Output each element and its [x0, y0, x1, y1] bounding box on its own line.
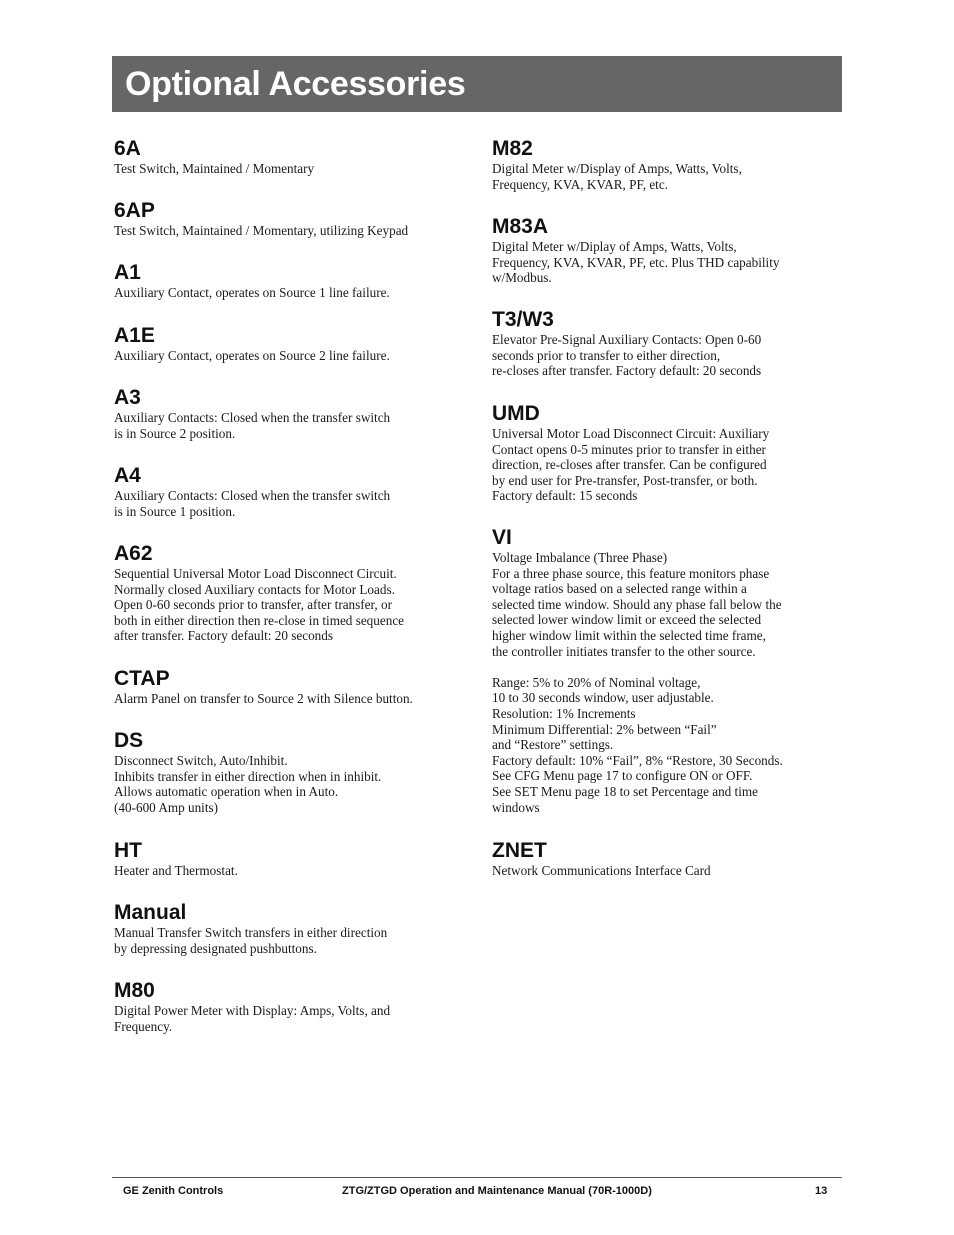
accessory-item-m82	[492, 137, 742, 192]
accessory-code: A1E	[114, 324, 155, 347]
accessory-item-6ap	[114, 199, 408, 239]
accessory-code: ZNET	[492, 839, 547, 862]
accessory-description: Voltage Imbalance (Three Phase) For a three phase source, this feature monitors phase voltage ratios based on a selected range within a selected time window. Should any phase fall below the selected lower window limit or exceed the selected higher window limit within the selected time frame, the controller initiates transfer to the other source. Range: 5% to 20% of Nominal voltage, 10 to 30 seconds window, user adjustable. Resolution: 1% Increments Minimum Differential: 2% between “Fail” and “Restore” settings. Factory default: 10% “Fail”, 8% “Restore, 30 Seconds. See CFG Menu page 17 to configure ON or OFF. See SET Menu page 18 to set Percentage and time windows	[492, 550, 783, 815]
accessory-code: M80	[114, 979, 155, 1002]
accessory-item-ctap	[114, 667, 413, 707]
accessory-item-m83a	[492, 215, 779, 286]
accessory-item-umd	[492, 402, 769, 504]
accessory-code: 6AP	[114, 199, 155, 222]
accessory-description: Digital Meter w/Diplay of Amps, Watts, Volts, Frequency, KVA, KVAR, PF, etc. Plus THD capability w/Modbus.	[492, 239, 780, 286]
accessory-code: DS	[114, 729, 144, 752]
footer-manual-title: ZTG/ZTGD Operation and Maintenance Manual (70R-1000D)	[342, 1185, 652, 1197]
accessory-code: M83A	[492, 215, 549, 238]
footer-company: GE Zenith Controls	[123, 1185, 224, 1197]
accessory-code: A4	[114, 464, 141, 487]
accessory-description: Auxiliary Contacts: Closed when the transfer switch is in Source 2 position.	[114, 410, 391, 441]
accessory-description: Auxiliary Contact, operates on Source 1 line failure.	[114, 285, 390, 300]
accessory-description: Digital Meter w/Display of Amps, Watts, Volts, Frequency, KVA, KVAR, PF, etc.	[492, 161, 742, 192]
accessory-description: Network Communications Interface Card	[492, 863, 711, 878]
accessory-description: Test Switch, Maintained / Momentary, utilizing Keypad	[114, 223, 409, 238]
title-banner	[112, 56, 842, 112]
footer-divider	[112, 1177, 842, 1178]
accessory-description: Manual Transfer Switch transfers in either direction by depressing designated pushbuttons.	[114, 925, 388, 956]
accessory-item-t3w3	[492, 308, 761, 379]
accessory-item-a1	[114, 261, 390, 301]
accessory-code: HT	[114, 839, 142, 862]
accessory-item-a4	[114, 464, 390, 519]
accessory-description: Alarm Panel on transfer to Source 2 with Silence button.	[114, 691, 413, 706]
accessory-description: Digital Power Meter with Display: Amps, Volts, and Frequency.	[114, 1003, 391, 1034]
accessory-item-ds	[114, 729, 381, 815]
accessory-item-manual	[114, 901, 387, 956]
accessory-description: Disconnect Switch, Auto/Inhibit. Inhibits transfer in either direction when in inhibit. Allows automatic operation when in Auto. (40-600 Amp units)	[114, 753, 382, 815]
accessory-description: Sequential Universal Motor Load Disconnect Circuit. Normally closed Auxiliary contacts for Motor Loads. Open 0-60 seconds prior to transfer, after transfer, or both in either direction then re-close in timed sequence after transfer. Factory default: 20 seconds	[114, 566, 405, 644]
accessory-item-znet	[492, 839, 711, 879]
accessory-code: A1	[114, 261, 141, 284]
accessory-code: Manual	[114, 901, 187, 924]
accessory-code: 6A	[114, 137, 141, 160]
accessory-description: Heater and Thermostat.	[114, 863, 238, 878]
accessory-item-a62	[114, 542, 404, 644]
accessory-item-6a	[114, 137, 314, 177]
accessory-code: UMD	[492, 402, 540, 425]
accessory-item-a3	[114, 386, 390, 441]
accessory-code: A3	[114, 386, 141, 409]
footer-page-number: 13	[815, 1185, 828, 1197]
accessory-code: VI	[492, 526, 512, 549]
accessory-code: T3/W3	[492, 308, 554, 331]
accessory-description: Elevator Pre-Signal Auxiliary Contacts: Open 0-60 seconds prior to transfer to either direction, re-closes after transfer. Factory default: 20 seconds	[492, 332, 762, 379]
accessory-description: Auxiliary Contact, operates on Source 2 line failure.	[114, 348, 390, 363]
accessory-code: CTAP	[114, 667, 170, 690]
accessory-code: M82	[492, 137, 533, 160]
accessory-item-vi	[492, 526, 783, 815]
accessory-item-m80	[114, 979, 390, 1034]
accessory-item-a1e	[114, 324, 390, 364]
accessory-description: Test Switch, Maintained / Momentary	[114, 161, 315, 176]
accessory-code: A62	[114, 542, 153, 565]
accessory-description: Auxiliary Contacts: Closed when the transfer switch is in Source 1 position.	[114, 488, 391, 519]
accessory-description: Universal Motor Load Disconnect Circuit: Auxiliary Contact opens 0-5 minutes prior to transfer in either direction, re-closes after transfer. Can be configured by end user for Pre-transfer, Post-transfer, or both. Factory default: 15 seconds	[492, 426, 770, 504]
accessory-item-ht	[114, 839, 238, 879]
page-title: Optional Accessories	[125, 65, 466, 103]
